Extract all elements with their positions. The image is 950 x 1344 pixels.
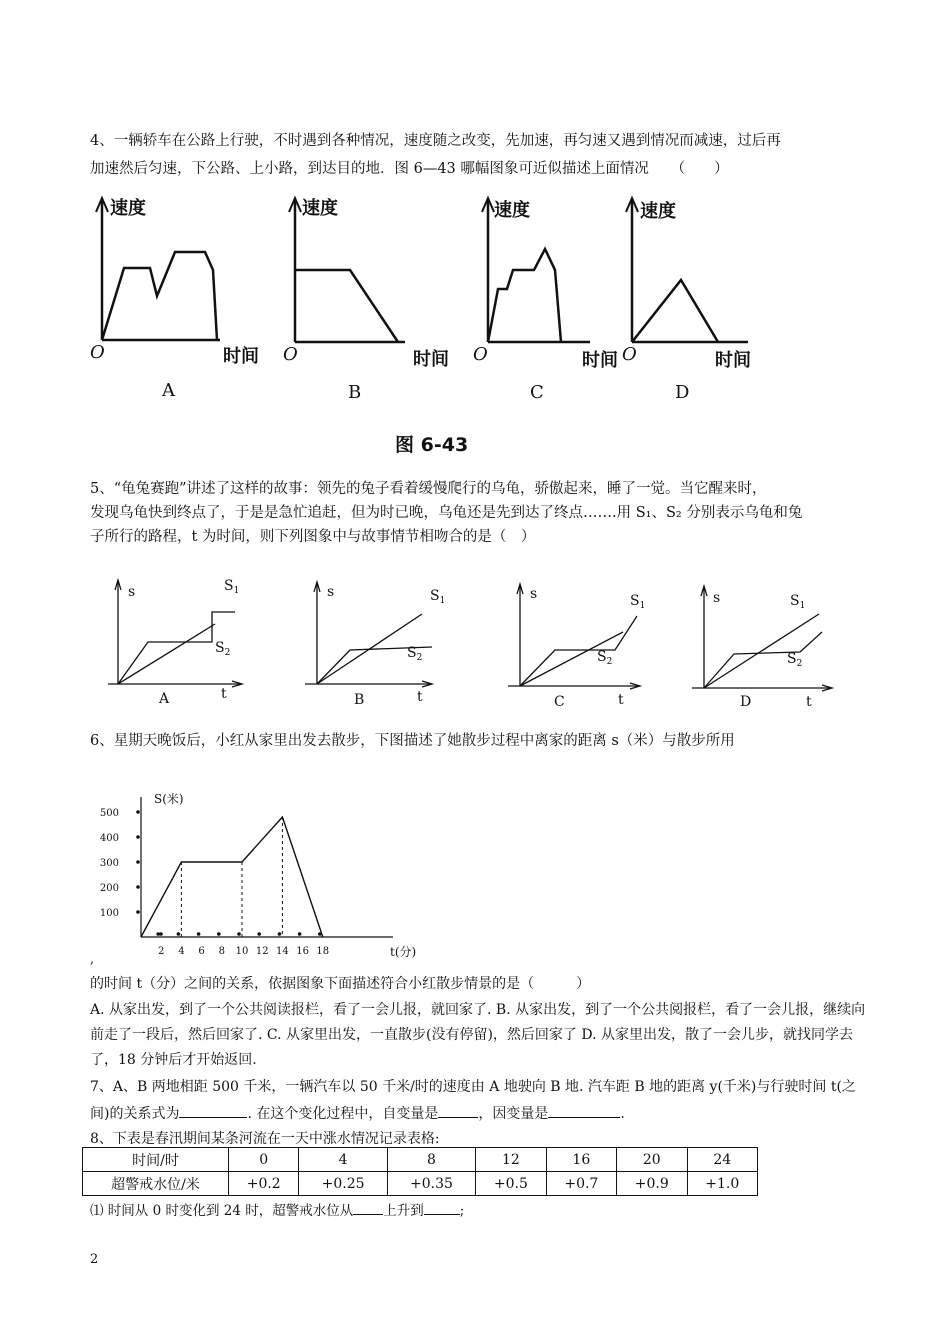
q5-d-s1-label: $S_1$ bbox=[790, 593, 806, 611]
q8-level-cell: +0.5 bbox=[476, 1172, 546, 1196]
q7-blank-formula[interactable] bbox=[179, 1103, 247, 1118]
x-tick-label: 8 bbox=[218, 946, 225, 957]
x-tick-dot bbox=[237, 932, 241, 936]
y-tick-dot bbox=[136, 885, 140, 889]
q8-time-cell: 20 bbox=[617, 1148, 687, 1172]
x-tick-dot bbox=[197, 932, 201, 936]
q5-text-line3: 子所行的路程，t 为时间，则下列图象中与故事情节相吻合的是（ ） bbox=[90, 529, 536, 545]
q7-blank-dependent[interactable] bbox=[548, 1103, 620, 1118]
x-tick-label: 16 bbox=[296, 946, 309, 957]
q4-option-c: C bbox=[530, 382, 544, 403]
q4-d-ylabel: 速度 bbox=[640, 201, 676, 222]
q7-blank-independent[interactable] bbox=[438, 1103, 478, 1118]
y-tick-label: 100 bbox=[99, 908, 119, 919]
q4-a-origin: O bbox=[90, 342, 105, 363]
y-tick-dot bbox=[136, 835, 140, 839]
q5-graph-c bbox=[508, 584, 640, 689]
q5-option-d: D bbox=[740, 694, 752, 710]
q4-d-origin: O bbox=[622, 344, 637, 365]
q8-level-cell: +0.9 bbox=[617, 1172, 687, 1196]
q5-a-ylabel: s bbox=[128, 584, 136, 600]
q6-options: A. 从家出发，到了一个公共阅读报栏，看了一会儿报，就回家了. B. 从家出发，到了一个公共阅报栏，看了一会儿报，继续向前走了一段后，然后回家了. C. 从家里出发，一直散步(没有停留)，然后回家了 D. 从家里出发，散了一会儿步，就找同学去了，18 分钟后才开始返回. bbox=[90, 1002, 866, 1068]
x-tick-dot bbox=[257, 932, 261, 936]
q8-sub1 bbox=[90, 1198, 464, 1224]
q5-option-a: A bbox=[159, 691, 170, 707]
x-tick-dot bbox=[217, 932, 221, 936]
q5-figure bbox=[100, 572, 840, 712]
q5-b-s1-label: $S_1$ bbox=[430, 588, 446, 606]
q5-b-ylabel: s bbox=[327, 584, 335, 600]
x-tick-label: 2 bbox=[158, 946, 165, 957]
q8-blank-to[interactable] bbox=[424, 1200, 460, 1215]
q4-text-line1: 4、一辆轿车在公路上行驶，不时遇到各种情况，速度随之改变，先加速，再匀速又遇到情况而减速，过后再 bbox=[90, 133, 781, 149]
q4-option-b: B bbox=[348, 382, 362, 403]
q5-b-xlabel: t bbox=[417, 689, 423, 705]
q4-option-d: D bbox=[675, 382, 690, 403]
x-tick-dot bbox=[298, 932, 302, 936]
x-tick-label: 12 bbox=[255, 946, 269, 957]
q5-a-xlabel: t bbox=[221, 686, 227, 702]
x-tick-dot bbox=[159, 932, 163, 936]
y-tick-label: 500 bbox=[99, 808, 119, 819]
q6-x-axis-label: t(分) bbox=[390, 945, 417, 959]
page-number: 2 bbox=[90, 1252, 99, 1267]
q4-b-origin: O bbox=[283, 344, 298, 365]
q6-comma: , bbox=[90, 952, 95, 967]
q5-d-xlabel: t bbox=[806, 694, 812, 710]
q8-time-cell: 12 bbox=[476, 1148, 546, 1172]
q4-figure-caption: 图 6-43 bbox=[395, 434, 469, 456]
x-tick-label: 4 bbox=[178, 946, 185, 957]
series-line bbox=[141, 817, 323, 937]
x-tick-label: 10 bbox=[235, 946, 249, 957]
x-tick-dot bbox=[278, 932, 282, 936]
q5-option-c: C bbox=[554, 694, 565, 710]
y-tick-dot bbox=[136, 910, 140, 914]
q5-graph-b bbox=[305, 582, 432, 687]
y-tick-dot bbox=[136, 810, 140, 814]
x-tick-label: 6 bbox=[198, 946, 205, 957]
q8-time-cell: 24 bbox=[687, 1148, 758, 1172]
q6-text-line2: 的时间 t（分）之间的关系，依据图象下面描述符合小红散步情景的是（ ） bbox=[90, 976, 591, 992]
y-tick-label: 400 bbox=[99, 833, 119, 844]
q4-a-ylabel: 速度 bbox=[110, 198, 146, 219]
q8-row1-header: 时间/时 bbox=[83, 1148, 229, 1172]
q4-b-xlabel: 时间 bbox=[413, 349, 449, 370]
q8-intro: 8、下表是春汛期间某条河流在一天中涨水情况记录表格: bbox=[90, 1131, 440, 1147]
q7-part1: 7、A、B 两地相距 500 千米，一辆汽车以 50 千米/时的速度由 A 地驶向 B 地. 汽车距 B 地的距离 y(千米)与行驶时间 t(之间)的关系式为 bbox=[90, 1079, 856, 1122]
q7-part2: . 在这个变化过程中，自变量是 bbox=[247, 1106, 439, 1122]
q5-c-xlabel: t bbox=[618, 692, 624, 708]
q7-part3: ，因变量是 bbox=[478, 1106, 549, 1122]
q4-c-xlabel: 时间 bbox=[582, 350, 618, 371]
q8-level-cell: +1.0 bbox=[687, 1172, 758, 1196]
q6-text-line1: 6、星期天晚饭后，小红从家里出发去散步，下图描述了她散步过程中离家的距离 s（米）与散步所用 bbox=[90, 733, 735, 749]
q8-time-cell: 8 bbox=[387, 1148, 475, 1172]
q8-sub1-c: ; bbox=[459, 1203, 465, 1219]
q4-a-xlabel: 时间 bbox=[223, 346, 259, 367]
q4-d-xlabel: 时间 bbox=[715, 350, 751, 371]
q8-table bbox=[82, 1147, 758, 1196]
q6-chart-title: S(米) bbox=[154, 792, 184, 806]
q5-c-ylabel: s bbox=[530, 586, 538, 602]
q4-graph-a bbox=[96, 198, 220, 340]
y-tick-label: 300 bbox=[99, 858, 119, 869]
y-tick-dot bbox=[136, 860, 140, 864]
q4-c-origin: O bbox=[473, 344, 488, 365]
q5-text-line1: 5、“龟兔赛跑”讲述了这样的故事：领先的兔子看着缓慢爬行的乌龟，骄傲起来，睡了一觉。当它醒来时， bbox=[90, 481, 767, 497]
q4-text-line2: 加速然后匀速，下公路、上小路，到达目的地．图 6—43 哪幅图象可近似描述上面情况 （ ） bbox=[90, 161, 729, 177]
q7-part4: . bbox=[620, 1106, 625, 1122]
q6-chart bbox=[88, 765, 438, 970]
q4-graph-b bbox=[289, 198, 405, 342]
q8-level-cell: +0.25 bbox=[299, 1172, 387, 1196]
q4-b-ylabel: 速度 bbox=[302, 198, 338, 219]
table-row bbox=[83, 1148, 758, 1172]
q5-a-s1-label: $S_1$ bbox=[224, 578, 240, 596]
q5-d-ylabel: s bbox=[713, 590, 721, 606]
q4-figure bbox=[80, 190, 780, 405]
q8-level-cell: +0.35 bbox=[387, 1172, 475, 1196]
q5-a-s2-label: $S_2$ bbox=[215, 640, 231, 658]
q5-c-s2-label: $S_2$ bbox=[597, 649, 613, 667]
x-tick-label: 18 bbox=[316, 946, 330, 957]
q5-option-b: B bbox=[354, 692, 365, 708]
q5-b-s2-label: $S_2$ bbox=[407, 645, 423, 663]
q8-sub1-a: ⑴ 时间从 0 时变化到 24 时，超警戒水位从 bbox=[90, 1203, 354, 1219]
table-row bbox=[83, 1172, 758, 1196]
q5-d-s2-label: $S_2$ bbox=[787, 651, 803, 669]
q8-blank-from[interactable] bbox=[353, 1200, 383, 1215]
y-tick-label: 200 bbox=[99, 883, 119, 894]
q8-time-cell: 0 bbox=[229, 1148, 299, 1172]
q5-text-line2: 发现乌龟快到终点了，于是是急忙追赶，但为时已晚，乌龟还是先到达了终点…….用 S₁、S₂ 分别表示乌龟和兔 bbox=[90, 505, 803, 521]
x-tick-label: 14 bbox=[276, 946, 289, 957]
q8-row2-header: 超警戒水位/米 bbox=[83, 1172, 229, 1196]
q4-option-a: A bbox=[162, 380, 175, 401]
x-tick-dot bbox=[177, 932, 181, 936]
q8-level-cell: +0.2 bbox=[229, 1172, 299, 1196]
q8-level-cell: +0.7 bbox=[546, 1172, 616, 1196]
q8-time-cell: 4 bbox=[299, 1148, 387, 1172]
q5-c-s1-label: $S_1$ bbox=[630, 593, 646, 611]
q8-time-cell: 16 bbox=[546, 1148, 616, 1172]
q7-text bbox=[90, 1074, 870, 1128]
q4-c-ylabel: 速度 bbox=[494, 200, 530, 221]
q8-sub1-b: 上升到 bbox=[383, 1203, 424, 1219]
